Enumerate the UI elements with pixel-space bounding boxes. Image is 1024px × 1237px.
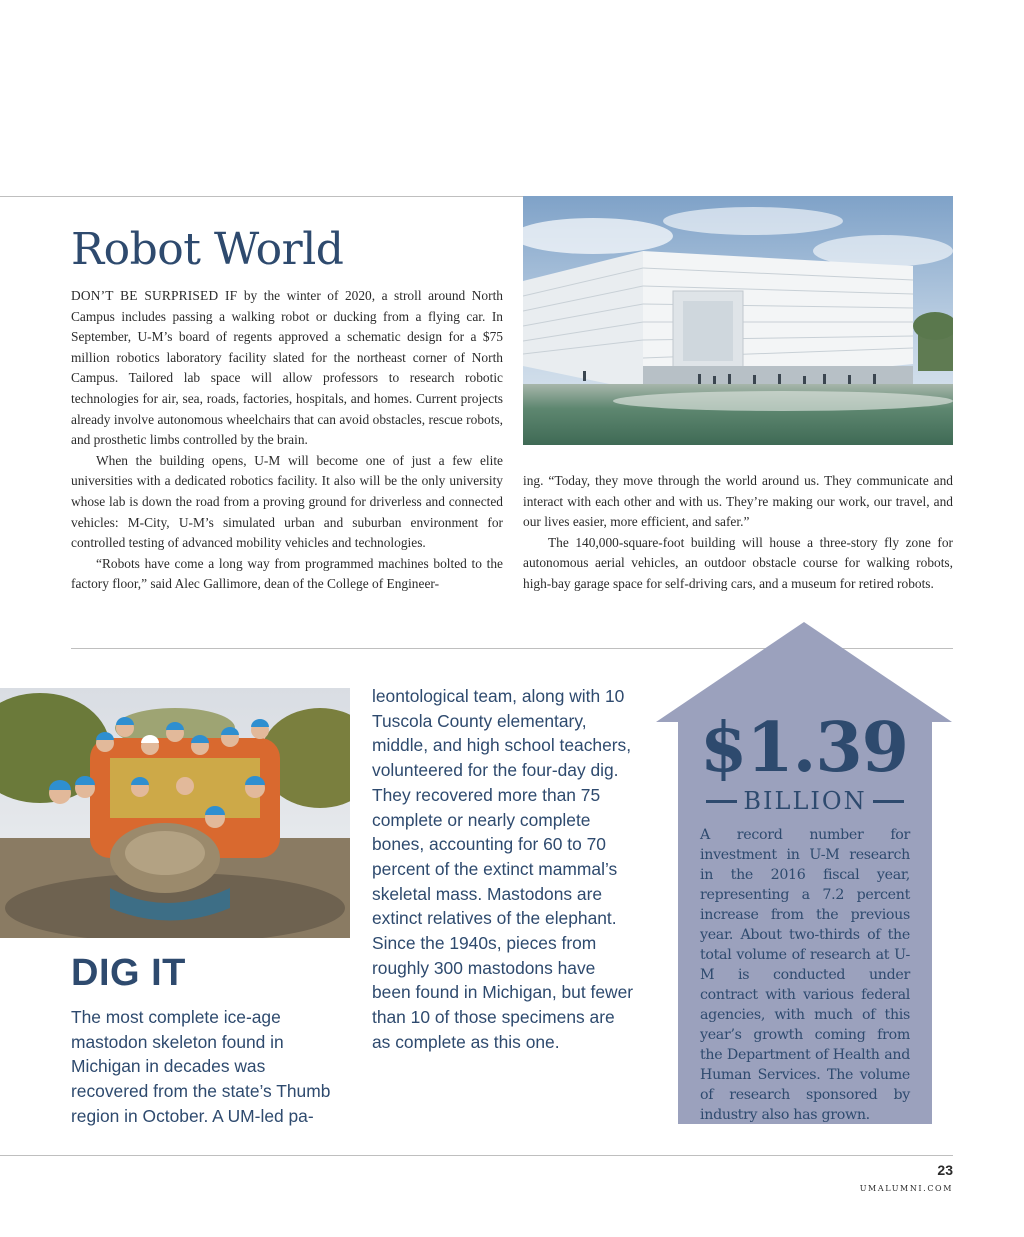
robot-world-paragraph-2: When the building opens, U-M will become one of just a few elite universities with a dedicated robotics facility. It also will be the only university whose lab is down the road from a proving ground for driverless and connected vehicles: M-City, U-M’s simulated urban and suburban environment for controlled testing of advanced mobility vehicles and technologies. <box>71 452 503 551</box>
mastodon-dig-team-photo <box>0 688 350 938</box>
top-rule <box>0 196 523 197</box>
research-stat-number: $1.39 <box>700 708 908 788</box>
robot-world-paragraph-3-continued: ing. “Today, they move through the world around us. They communicate and interact with each other and with us. They’re making our work, our travel, and our lives easier, more efficient, and safer.” <box>523 473 953 530</box>
bottom-rule <box>0 1155 953 1156</box>
robotics-building-rendering <box>523 196 953 445</box>
dig-it-title: DIG IT <box>71 952 186 994</box>
research-stat-unit-row <box>700 787 910 815</box>
dash-right <box>873 800 904 803</box>
research-stat-text: A record number for investment in U-M research in the 2016 fiscal year, representing a 7.2 percent increase from the previous year. About two-thirds of the total volume of research at U-M is conducted under contract with various federal agencies, with much of this year’s growth coming from the Department of Health and Human Services. The volume of research sponsored by industry also has grown. <box>700 827 910 1123</box>
robot-world-column-left <box>71 286 503 595</box>
robot-world-paragraph-1 <box>71 286 503 451</box>
dig-it-text-continued: leontological team, along with 10 Tuscola County elementary, middle, and high school teachers, volunteered for the four-day dig. They recovered more than 75 complete or nearly complete bones, accounting for 60 to 70 percent of the extinct mammal’s skeletal mass. Mastodons are extinct relatives of the elephant. Since the 1940s, pieces from roughly 300 mastodons have been found in Michigan, but fewer than 10 of those specimens are as complete as this one. <box>372 686 634 1052</box>
robot-world-paragraph-4: The 140,000-square-foot building will house a three-story fly zone for autonomous aerial vehicles, an outdoor obstacle course for walking robots, high-bay garage space for self-driving cars, and a museum for retired robots. <box>523 534 953 591</box>
research-stat-unit: BILLION <box>743 787 867 815</box>
page-number: 23 <box>937 1162 953 1178</box>
robot-world-paragraph-3: “Robots have come a long way from programmed machines bolted to the factory floor,” said Alec Gallimore, dean of the College of Engineer- <box>71 555 503 592</box>
robot-world-paragraph-1-text: by the winter of 2020, a stroll around North Campus includes passing a walking robot or ducking from a flying car. In September, U-M’s board of regents approved a schematic design for a $75 million robotics laboratory facility slated for the northeast corner of North Campus. Tailored lab space will allow professors to research robotic technologies for air, sea, roads, factories, hospitals, and homes. Current projects already involve autonomous wheelchairs that can avoid obstacles, rescue robots, and prosthetic limbs controlled by the brain. <box>71 288 503 448</box>
dash-left <box>706 800 737 803</box>
site-url: UMALUMNI.COM <box>859 1184 953 1193</box>
robot-world-title: Robot World <box>71 224 344 275</box>
robot-world-column-right <box>523 471 953 595</box>
dig-it-text: The most complete ice-age mastodon skeleton found in Michigan in decades was recovered from the state’s Thumb region in October. A UM-led pa- <box>71 1007 331 1126</box>
robot-world-lead-in: DON’T BE SURPRISED IF <box>71 288 238 303</box>
